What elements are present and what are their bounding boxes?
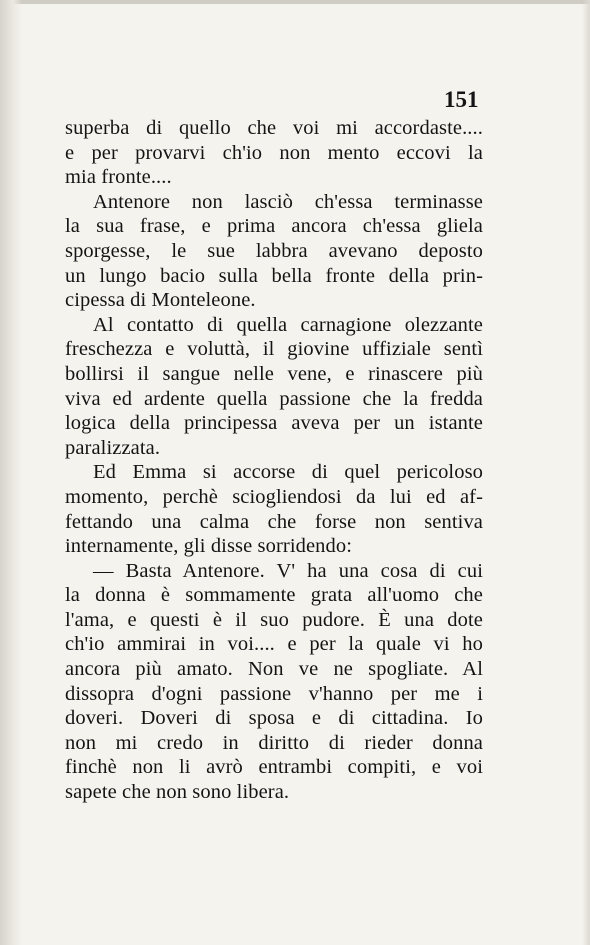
page-edge bbox=[582, 0, 590, 945]
text-line: internamente, gli disse sorridendo: bbox=[65, 535, 353, 558]
text-line: mia fronte.... bbox=[65, 166, 172, 189]
text-line: la sua frase, e prima ancora ch'essa gliela bbox=[65, 215, 483, 238]
text-line: logica della principessa aveva per un istante bbox=[65, 412, 483, 435]
text-line: la donna è sommamente grata all'uomo che bbox=[65, 584, 483, 607]
page-number: 151 bbox=[444, 87, 479, 112]
text-line: bollirsi il sangue nelle vene, e rinascere più bbox=[65, 362, 483, 385]
text-line: finchè non li avrò entrambi compiti, e voi bbox=[65, 756, 483, 779]
text-line: Al contatto di quella carnagione olezzante bbox=[93, 313, 483, 336]
text-line: sapete che non sono libera. bbox=[65, 781, 290, 804]
text-line: ancora più amato. Non ve ne spogliate. Al bbox=[65, 658, 483, 681]
text-line: Antenore non lasciò ch'essa terminasse bbox=[93, 190, 483, 213]
text-line: ch'io ammirai in voi.... e per la quale vi ho bbox=[65, 633, 483, 656]
text-line: cipessa di Monteleone. bbox=[65, 289, 256, 312]
text-line: doveri. Doveri di sposa e di cittadina. Io bbox=[65, 707, 483, 730]
text-line: superba di quello che voi mi accordaste.... bbox=[65, 117, 483, 139]
text-line: dissopra d'ogni passione v'hanno per me i bbox=[65, 682, 483, 705]
text-line: un lungo bacio sulla bella fronte della prin- bbox=[65, 264, 483, 287]
text-line: e per provarvi ch'io non mento eccovi la bbox=[65, 141, 483, 164]
text-line: l'ama, e questi è il suo pudore. È una dote bbox=[65, 608, 483, 631]
text-line: Ed Emma si accorse di quel pericoloso bbox=[93, 461, 483, 484]
text-line: freschezza e voluttà, il giovine uffiziale sentì bbox=[65, 338, 483, 361]
text-line: non mi credo in diritto di rieder donna bbox=[65, 731, 483, 754]
text-line: fettando una calma che forse non sentiva bbox=[65, 510, 483, 533]
text-line: momento, perchè sciogliendosi da lui ed af- bbox=[65, 485, 483, 508]
body-text bbox=[65, 116, 483, 805]
top-border bbox=[0, 0, 590, 4]
binding-shadow bbox=[0, 0, 22, 945]
text-line: paralizzata. bbox=[65, 436, 161, 459]
text-line: viva ed ardente quella passione che la fredda bbox=[65, 387, 483, 410]
text-line: sporgesse, le sue labbra avevano deposto bbox=[65, 239, 483, 262]
text-line: — Basta Antenore. V' ha una cosa di cui bbox=[93, 559, 483, 582]
